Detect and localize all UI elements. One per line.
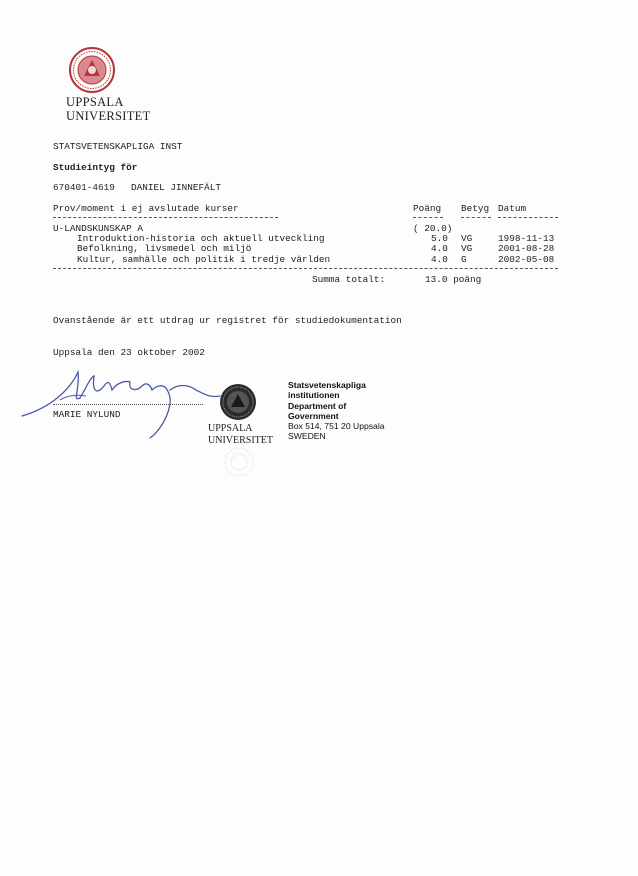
stamp-dept-line: Box 514, 751 20 Uppsala: [288, 421, 385, 431]
row-date: 2001-08-28: [498, 243, 555, 254]
row-points: 4.0: [431, 243, 448, 254]
row-course: Kultur, samhälle och politik i tredje världen: [77, 254, 331, 265]
stamp-seal-icon: [218, 382, 258, 422]
row-grade: VG: [461, 243, 473, 254]
header-underline: [413, 217, 443, 218]
signature-line: [53, 404, 203, 405]
stamp-dept-line: Statsvetenskapliga: [288, 380, 366, 390]
university-seal-icon: [68, 46, 116, 94]
course-group-name: U-LANDSKUNSKAP A: [53, 223, 144, 234]
total-separator: [53, 268, 558, 269]
stamp-dept-line: Government: [288, 411, 339, 421]
stamp-dept-line: SWEDEN: [288, 431, 326, 441]
student-id: 670401-4619: [53, 182, 115, 193]
department-name: STATSVETENSKAPLIGA INST: [53, 141, 183, 152]
header-date: Datum: [498, 203, 527, 214]
row-course: Befolkning, livsmedel och miljö: [77, 243, 252, 254]
header-underline: [461, 217, 491, 218]
row-points: 4.0: [431, 254, 448, 265]
row-grade: G: [461, 254, 467, 265]
row-date: 2002-05-08: [498, 254, 555, 265]
university-logo-text: UPPSALA UNIVERSITET: [66, 95, 151, 123]
row-grade: VG: [461, 233, 473, 244]
row-points: 5.0: [431, 233, 448, 244]
document-title: Studieintyg för: [53, 162, 138, 173]
total-label: Summa totalt:: [312, 274, 386, 285]
header-grade: Betyg: [461, 203, 490, 214]
row-course: Introduktion-historia och aktuell utveckling: [77, 233, 325, 244]
signatory-name: MARIE NYLUND: [53, 409, 121, 420]
place-and-date: Uppsala den 23 oktober 2002: [53, 347, 205, 358]
stamp-university-text: UPPSALA UNIVERSITET: [208, 423, 273, 446]
stamp-dept-line: institutionen: [288, 390, 340, 400]
student-name: DANIEL JINNEFÄLT: [131, 182, 222, 193]
header-underline: [498, 217, 558, 218]
row-date: 1998-11-13: [498, 233, 555, 244]
total-value: 13.0 poäng: [425, 274, 482, 285]
embossed-seal-icon: [222, 446, 256, 478]
header-course: Prov/moment i ej avslutade kurser: [53, 203, 239, 214]
course-group-points: ( 20.0): [413, 223, 453, 234]
header-underline: [53, 217, 278, 218]
stamp-dept-line: Department of: [288, 401, 347, 411]
registry-statement: Ovanstående är ett utdrag ur registret för studiedokumentation: [53, 315, 402, 326]
header-points: Poäng: [413, 203, 442, 214]
